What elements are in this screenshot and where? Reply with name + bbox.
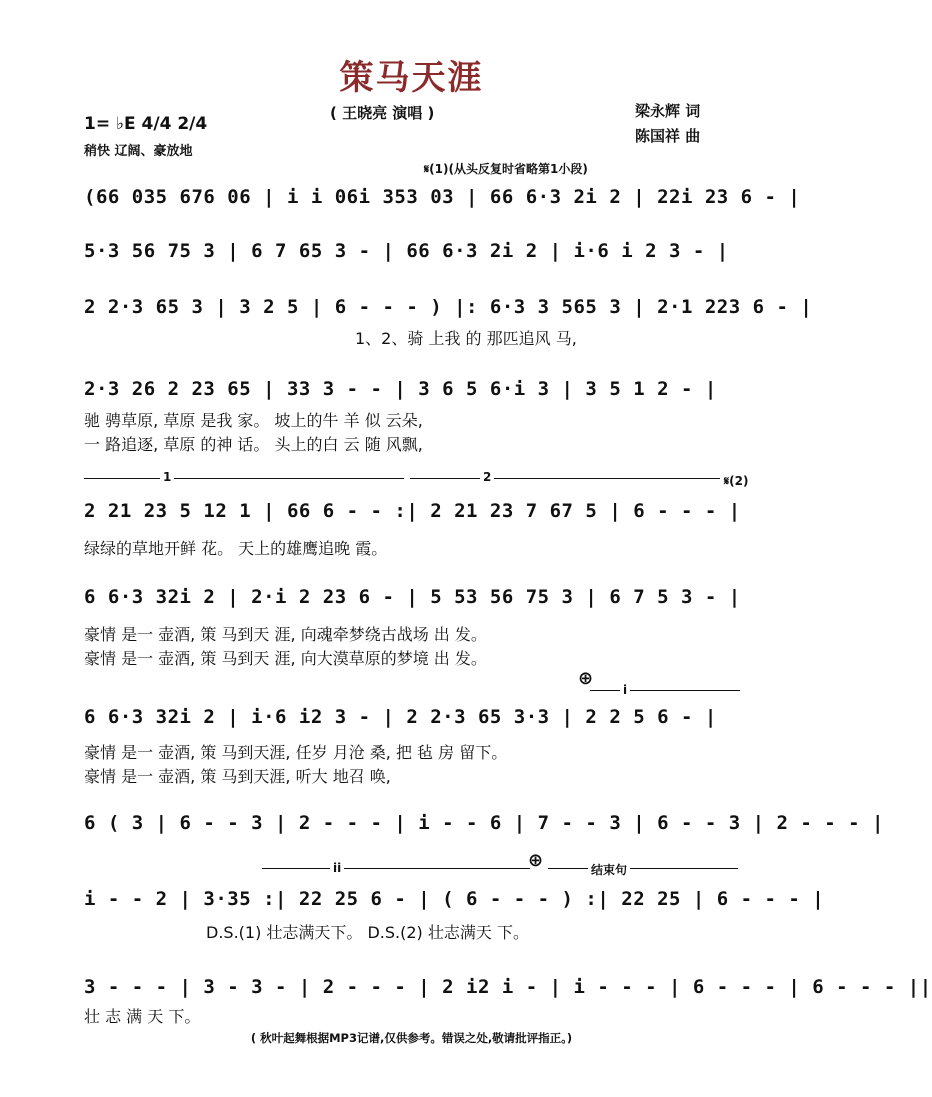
score-row-10: 3 - - - | 3 - 3 - | 2 - - - | 2 i2 i - | i - - - | 6 - - - | 6 - - - || xyxy=(84,976,932,998)
key-signature: 1= ♭E 4/4 2/4 xyxy=(84,114,208,134)
coda-ii-label: ii xyxy=(330,861,344,875)
lyric-row-4a: 驰 骋草原, 草原 是我 家。 坡上的牛 羊 似 云朵, xyxy=(84,411,423,430)
score-row-6: 6 6·3 32i 2 | 2·i 2 23 6 - | 5 53 56 75 3 | 6 7 5 3 - | xyxy=(84,586,741,608)
composer-credit: 陈国祥 曲 xyxy=(635,127,701,145)
performer-credit: ( 王晓亮 演唱 ) xyxy=(330,104,435,122)
lyric-row-7a: 豪情 是一 壶酒, 策 马到天涯, 任岁 月沧 桑, 把 毡 房 留下。 xyxy=(84,743,508,762)
ending-label: 结束句 xyxy=(588,861,630,878)
coda-symbol-1: ⊕ xyxy=(578,668,594,689)
lyric-row-5: 绿绿的草地开鲜 花。 天上的雄鹰追晚 霞。 xyxy=(84,539,388,558)
song-title: 策马天涯 xyxy=(339,58,484,98)
coda-bracket-i xyxy=(590,690,740,691)
score-row-2: 5·3 56 75 3 | 6 7 65 3 - | 66 6·3 2i 2 | i·6 i 2 3 - | xyxy=(84,240,729,262)
tempo-marking: 稍快 辽阔、豪放地 xyxy=(84,144,193,159)
score-row-1: (66 035 676 06 | i i 06i 353 03 | 66 6·3 2i 2 | 22i 23 6 - | xyxy=(84,186,801,208)
lyric-row-7b: 豪情 是一 壶酒, 策 马到天涯, 听大 地召 唤, xyxy=(84,767,391,786)
lyric-row-6a: 豪情 是一 壶酒, 策 马到天 涯, 向魂牵梦绕古战场 出 发。 xyxy=(84,625,487,644)
footer-note: ( 秋叶起舞根据MP3记谱,仅供参考。错误之处,敬请批评指正。) xyxy=(250,1031,573,1045)
lyricist-credit: 梁永辉 词 xyxy=(635,102,701,120)
score-row-4: 2·3 26 2 23 65 | 33 3 - - | 3 6 5 6·i 3 | 3 5 1 2 - | xyxy=(84,378,717,400)
score-row-3: 2 2·3 65 3 | 3 2 5 | 6 - - - ) |: 6·3 3 565 3 | 2·1 223 6 - | xyxy=(84,296,813,318)
lyric-row-6b: 豪情 是一 壶酒, 策 马到天 涯, 向大漠草原的梦境 出 发。 xyxy=(84,649,487,668)
volta-1-label: 1 xyxy=(160,470,174,484)
segno-note: 𝄋(1)(从头反复时省略第1小段) xyxy=(424,162,588,176)
lyric-row-4b: 一 路追逐, 草原 的神 话。 头上的白 云 随 风飘, xyxy=(84,435,423,454)
score-row-7: 6 6·3 32i 2 | i·6 i2 3 - | 2 2·3 65 3·3 | 2 2 5 6 - | xyxy=(84,706,717,728)
segno-2-mark: 𝄋(2) xyxy=(724,474,749,488)
volta-2-label: 2 xyxy=(480,470,494,484)
volta-bracket-1 xyxy=(84,478,404,479)
ending-bracket xyxy=(548,868,738,869)
coda-i-label: i xyxy=(620,683,630,697)
volta-bracket-2 xyxy=(410,478,720,479)
coda-symbol-2: ⊕ xyxy=(528,850,544,871)
lyric-row-10: 壮 志 满 天 下。 xyxy=(84,1007,201,1026)
coda-bracket-ii xyxy=(262,868,530,869)
score-row-8: 6 ( 3 | 6 - - 3 | 2 - - - | i - - 6 | 7 - - 3 | 6 - - 3 | 2 - - - | xyxy=(84,812,884,834)
lyric-row-9: D.S.(1) 壮志满天下。 D.S.(2) 壮志满天 下。 xyxy=(206,923,529,942)
score-row-9: i - - 2 | 3·35 :| 22 25 6 - | ( 6 - - - ) :| 22 25 | 6 - - - | xyxy=(84,888,825,910)
lyric-row-3: 1、2、骑 上我 的 那匹追风 马, xyxy=(355,329,577,348)
score-row-5: 2 21 23 5 12 1 | 66 6 - - :| 2 21 23 7 67 5 | 6 - - - | xyxy=(84,500,741,522)
